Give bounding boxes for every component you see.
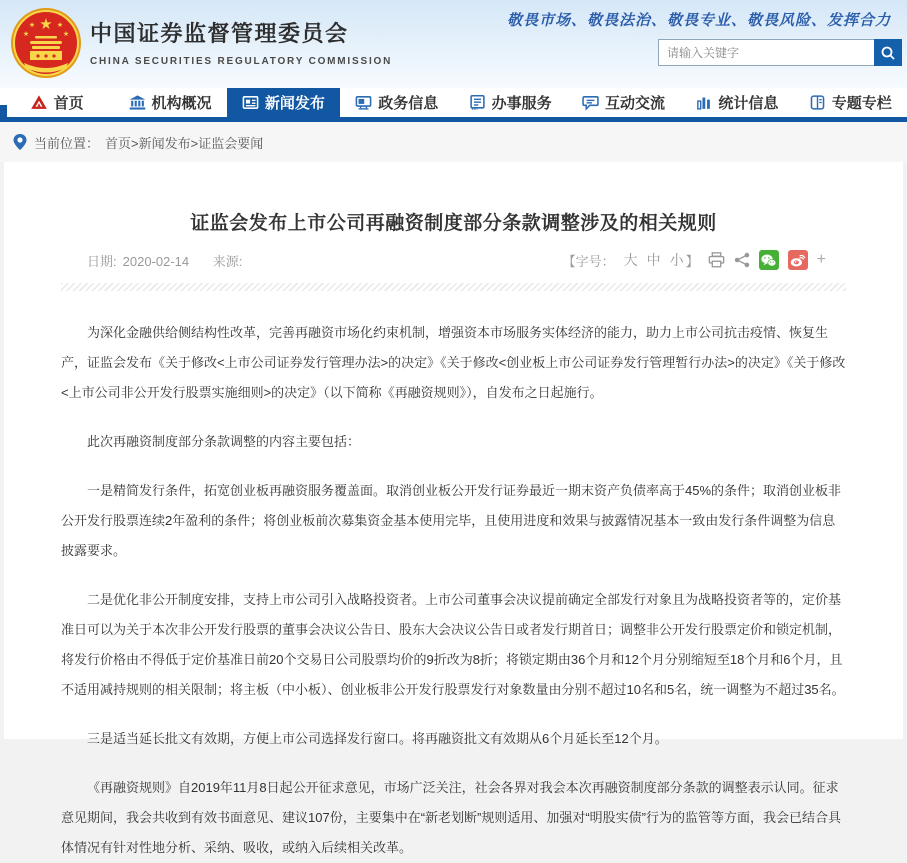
breadcrumb-path[interactable]: 首页>新闻发布>证监会要闻 — [105, 135, 264, 151]
search-button[interactable] — [874, 39, 902, 66]
article-date: 2020-02-14 — [122, 253, 190, 269]
nav-item-interaction[interactable] — [567, 88, 680, 117]
nav-label: 专题专栏 — [831, 95, 892, 112]
printer-icon — [708, 252, 725, 268]
nav-label: 办事服务 — [491, 95, 552, 112]
paragraph: 二是优化非公开制度安排，支持上市公司引入战略投资者。上市公司董事会决议提前确定全部发行对象且为战略投资者等的，定价基准日可以为关于本次非公开发行股票的董事会决议公告日、股东大会决议公告日或者发行期首日；调整非公开发行股票定价和锁定机制，将发行价格由不得低于定价基准日前20个交易日公司股票均价的9折改为8折；将锁定期由36个月和12个月分别缩短至18个月和6个月，且不适用减持规则的相关限制；将主板（中小板）、创业板非公开发行股票发行对象数量由分别不超过10名和5名，统一调整为不超过35名。 — [61, 592, 845, 697]
print-button[interactable] — [708, 252, 725, 268]
svg-text:★: ★ — [22, 31, 30, 38]
monitor-icon — [355, 94, 372, 111]
nav-label: 互动交流 — [605, 95, 666, 112]
fontsize-large-button[interactable]: 大 — [623, 252, 638, 268]
source-label: 来源: — [212, 253, 243, 269]
article-meta — [61, 250, 846, 270]
topic-doc-icon — [809, 94, 826, 111]
bar-chart-icon — [695, 94, 712, 111]
main-nav — [0, 88, 907, 122]
fontsize-medium-button[interactable]: 中 — [646, 252, 661, 268]
paragraph: 此次再融资制度部分条款调整的内容主要包括： — [87, 434, 361, 449]
csrc-logo-icon — [30, 94, 48, 111]
svg-text:★: ★ — [39, 16, 53, 33]
paragraph: 《再融资规则》自2019年11月8日起公开征求意见，市场广泛关注，社会各界对我会本次再融资制度部分条款的调整表示认同。征求意见期间，我会共收到有效书面意见、建议107份，主要集中在“新老划断”规则适用、加强对“明股实债”行为的监管等方面，我会已结合具体情况有针对性地分析、采纳、吸收，或纳入后续相关改革。 — [61, 780, 842, 855]
nav-label: 统计信息 — [718, 95, 779, 112]
share-button[interactable] — [734, 252, 750, 268]
org-name-cn: 中国证券监督管理委员会 — [90, 21, 349, 46]
fontsize-label-close: 】 — [685, 253, 699, 269]
hatched-divider — [61, 283, 846, 291]
paragraph: 为深化金融供给侧结构性改革，完善再融资市场化约束机制，增强资本市场服务实体经济的能力，助力上市公司抗击疫情、恢复生产，证监会发布《关于修改<上市公司证券发行管理办法>的决定》《关于修改<创业板上市公司证券发行管理暂行办法>的决定》《关于修改<上市公司非公开发行股票实施细则>的决定》（以下简称《再融资规则》），自发布之日起施行。 — [61, 325, 846, 400]
search-input[interactable] — [658, 39, 874, 66]
paragraph: 一是精简发行条件，拓宽创业板再融资服务覆盖面。取消创业板公开发行证券最近一期末资产负债率高于45%的条件；取消创业板非公开发行股票连续2年盈利的条件；将创业板前次募集资金基本使用完毕，且使用进度和效果与披露情况基本一致由发行条件调整为信息披露要求。 — [61, 483, 842, 558]
weibo-share-button[interactable] — [788, 250, 808, 270]
nav-label: 机构概况 — [151, 95, 212, 112]
weibo-icon — [790, 254, 805, 267]
service-list-icon — [469, 94, 486, 111]
paragraph: 三是适当延长批文有效期，方便上市公司选择发行窗口。将再融资批文有效期从6个月延长至12个月。 — [87, 731, 668, 746]
nav-item-services[interactable] — [454, 88, 567, 117]
svg-text:★: ★ — [56, 22, 64, 29]
nav-item-topics[interactable] — [794, 88, 907, 117]
more-share-button[interactable]: + — [816, 251, 826, 268]
breadcrumb — [0, 122, 907, 162]
nav-label: 新闻发布 — [264, 95, 325, 112]
article-toolbar — [563, 250, 826, 270]
svg-text:★: ★ — [28, 22, 36, 29]
wechat-share-button[interactable] — [759, 250, 779, 270]
nav-item-news[interactable] — [227, 88, 340, 117]
nav-label: 政务信息 — [378, 95, 439, 112]
location-pin-icon — [13, 134, 27, 150]
share-icon — [734, 252, 750, 268]
news-icon — [242, 94, 259, 111]
fontsize-small-button[interactable]: 小 — [669, 252, 684, 268]
article-body — [61, 318, 846, 863]
chat-bubble-icon — [582, 94, 599, 111]
fontsize-label: 【字号： — [562, 253, 615, 269]
site-search — [658, 39, 902, 66]
nav-item-about[interactable] — [113, 88, 226, 117]
article-panel — [4, 162, 903, 855]
nav-item-statistics[interactable] — [680, 88, 793, 117]
national-emblem-icon — [10, 7, 82, 79]
site-header — [0, 0, 907, 88]
nav-label: 首页 — [53, 95, 84, 112]
search-icon — [880, 45, 896, 61]
nav-item-home[interactable] — [0, 88, 113, 117]
date-label: 日期: — [87, 253, 117, 269]
nav-item-gov-info[interactable] — [340, 88, 453, 117]
article-meta-left — [87, 251, 254, 270]
org-name-en: CHINA SECURITIES REGULATORY COMMISSION — [90, 56, 393, 67]
breadcrumb-prefix: 当前位置： — [34, 135, 100, 151]
site-slogan: 敬畏市场、敬畏法治、敬畏专业、敬畏风险、发挥合力 — [506, 11, 891, 29]
article-title: 证监会发布上市公司再融资制度部分条款调整涉及的相关规则 — [190, 213, 717, 234]
wechat-icon — [761, 254, 776, 267]
svg-text:★: ★ — [62, 31, 70, 38]
institution-icon — [129, 94, 146, 111]
